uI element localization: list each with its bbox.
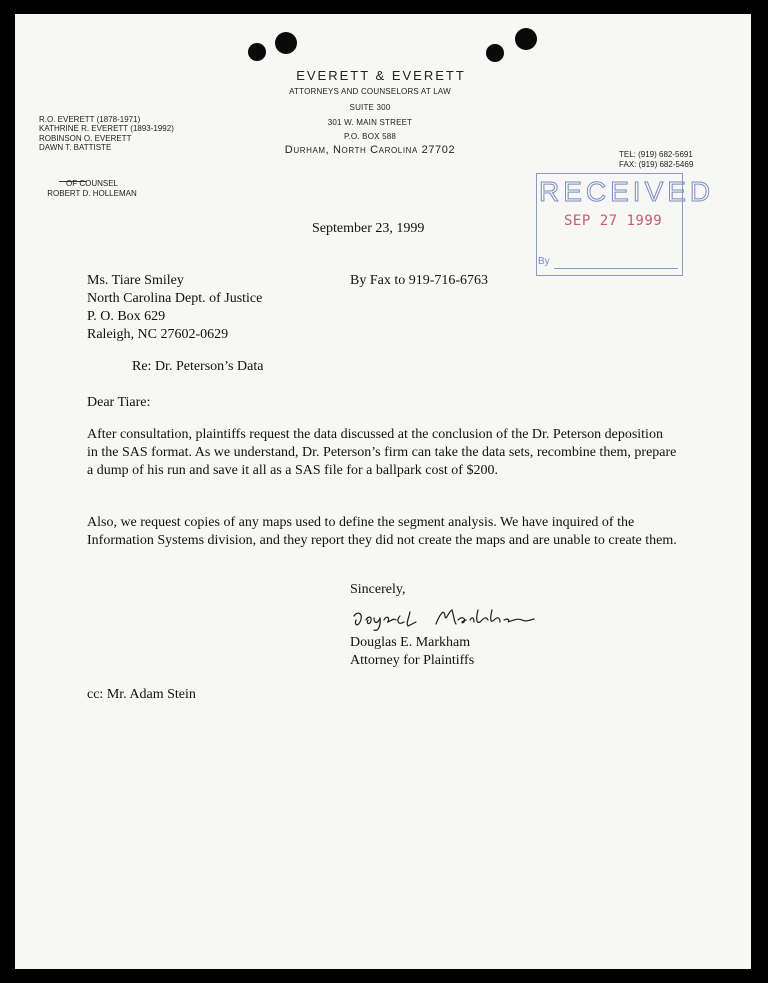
stamp-word: RECEIVED (539, 176, 715, 207)
binder-hole-left-a (248, 43, 266, 61)
firm-name: EVERETT & EVERETT (296, 68, 466, 83)
partners-list (39, 115, 174, 153)
fax: FAX: (919) 682-5469 (619, 159, 694, 169)
firm-city: Durham, North Carolina 27702 (284, 144, 456, 156)
recipient-line: Raleigh, NC 27602-0629 (87, 327, 229, 342)
letter-date: September 23, 1999 (312, 221, 425, 236)
carbon-copy: cc: Mr. Adam Stein (87, 687, 196, 702)
closing: Sincerely, (350, 582, 406, 597)
binder-hole-left-b (275, 32, 297, 54)
telephone: TEL: (919) 682-5691 (619, 150, 693, 159)
binder-hole-right-a (486, 44, 504, 62)
recipient-line: P. O. Box 629 (87, 309, 166, 324)
recipient-address (87, 272, 262, 344)
contact-numbers (619, 150, 693, 169)
of-counsel-name: ROBERT D. HOLLEMAN (47, 189, 137, 198)
stamp-by-label: By (538, 256, 550, 267)
partner-name: KATHRINE R. EVERETT (1893-1992) (39, 124, 174, 134)
partner-name: ROBINSON O. EVERETT (39, 133, 132, 143)
body-paragraph: After consultation, plaintiffs request the data discussed at the conclusion of the Dr. Peterson deposition in the SAS format. As we understand, Dr. Peterson’s firm can take the data sets, recombine them, prepare a dump of his run and save it all as a SAS file for a ballpark cost of $200. (87, 427, 677, 479)
firm-tagline: ATTORNEYS AND COUNSELORS AT LAW (289, 87, 451, 96)
recipient-line: North Carolina Dept. of Justice (87, 291, 263, 306)
partner-name: DAWN T. BATTISTE (39, 143, 112, 153)
of-counsel-label: OF COUNSEL (65, 179, 118, 188)
of-counsel-block (37, 179, 147, 199)
body-paragraph: Also, we request copies of any maps used to define the segment analysis. We have inquired of the Information Systems division, and they report they did not create the maps and are unable to create them. (87, 515, 677, 549)
firm-suite: SUITE 300 (349, 103, 391, 112)
binder-hole-right-b (515, 28, 537, 50)
firm-po-box: P.O. BOX 588 (343, 132, 397, 141)
signer-name: Douglas E. Markham (350, 635, 471, 650)
letter-page (15, 14, 751, 969)
stamp-date: SEP 27 1999 (564, 213, 663, 229)
delivery-method: By Fax to 919-716-6763 (350, 273, 489, 288)
salutation: Dear Tiare: (87, 395, 151, 410)
firm-street: 301 W. MAIN STREET (327, 118, 413, 127)
partner-name: R.O. EVERETT (1878-1971) (39, 115, 141, 124)
subject-line: Re: Dr. Peterson’s Data (132, 359, 264, 374)
signer-title: Attorney for Plaintiffs (350, 653, 475, 668)
recipient-line: Ms. Tiare Smiley (87, 273, 184, 288)
signature-image (350, 602, 540, 634)
stamp-by-line (554, 268, 678, 269)
